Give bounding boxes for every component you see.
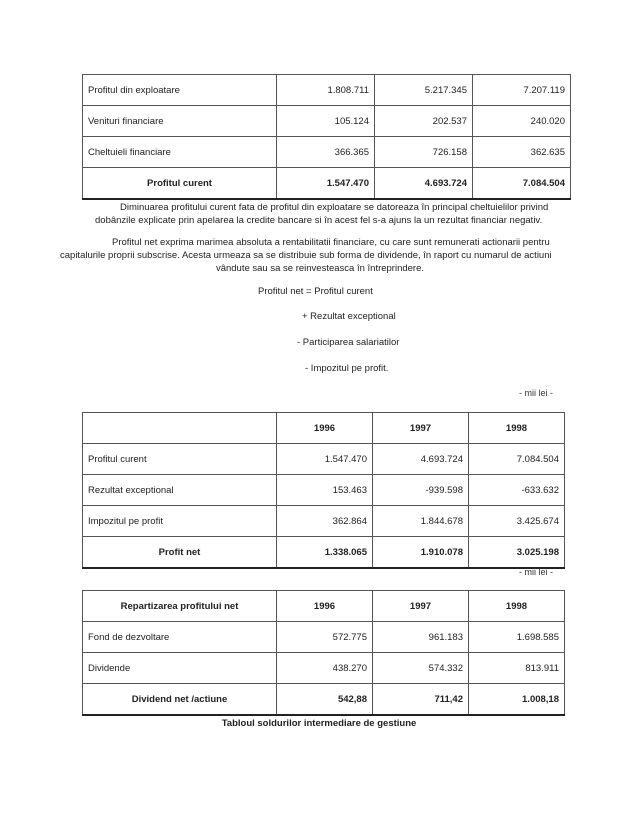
table-caption: Tabloul soldurilor intermediare de gestiune <box>221 718 417 729</box>
cell-1998: 1.698.585 <box>469 622 565 653</box>
cell-1997: 5.217.345 <box>375 75 473 106</box>
row-label: Profitul din exploatare <box>83 75 277 106</box>
year-header: 1997 <box>373 591 469 622</box>
year-header: 1996 <box>277 413 373 444</box>
paragraph-profit-net <box>60 236 580 275</box>
year-header: 1996 <box>277 591 373 622</box>
total-1996: 1.338.065 <box>277 537 373 569</box>
cell-1997: -939.598 <box>373 475 469 506</box>
row-label: Dividende <box>83 653 277 684</box>
cell-1997: 1.844.678 <box>373 506 469 537</box>
table-row <box>83 75 571 106</box>
cell-1996: 105.124 <box>277 106 375 137</box>
total-1997: 4.693.724 <box>375 168 473 200</box>
table-row <box>83 106 571 137</box>
cell-1997: 4.693.724 <box>373 444 469 475</box>
paragraph-line: Profitul net exprima marimea absoluta a rentabilitatii financiare, cu care sunt remunerati actionarii pentru <box>112 237 550 248</box>
table-row <box>83 444 565 475</box>
profit-curent-table <box>82 74 571 200</box>
cell-1996: 153.463 <box>277 475 373 506</box>
cell-1996: 366.365 <box>277 137 375 168</box>
cell-1997: 961.183 <box>373 622 469 653</box>
paragraph-line: capitalurile proprii subscrise. Acesta urmeaza sa se distribuie sub forma de dividende, în raport cu numarul de actiuni <box>60 250 552 261</box>
row-label: Rezultat exceptional <box>83 475 277 506</box>
year-header: 1998 <box>469 413 565 444</box>
header-label: Repartizarea profitului net <box>83 591 277 622</box>
formula-line: - Impozitul pe profit. <box>305 363 389 374</box>
unit-label: - mii lei - <box>519 567 553 577</box>
cell-1998: 7.084.504 <box>469 444 565 475</box>
table-row <box>83 475 565 506</box>
formula-line: - Participarea salariatilor <box>297 337 400 348</box>
cell-1998: 7.207.119 <box>473 75 571 106</box>
cell-1998: -633.632 <box>469 475 565 506</box>
cell-1996: 572.775 <box>277 622 373 653</box>
table-row <box>83 622 565 653</box>
repartizare-table <box>82 590 565 716</box>
row-label: Venituri financiare <box>83 106 277 137</box>
paragraph-line: vândute sau sa se reinvesteasca în întreprindere. <box>215 263 425 274</box>
total-1998: 3.025.198 <box>469 537 565 569</box>
cell-1998: 813.911 <box>469 653 565 684</box>
total-1997: 1.910.078 <box>373 537 469 569</box>
cell-1997: 202.537 <box>375 106 473 137</box>
year-header: 1998 <box>469 591 565 622</box>
cell-1996: 438.270 <box>277 653 373 684</box>
year-header: 1997 <box>373 413 469 444</box>
total-1997: 711,42 <box>373 684 469 716</box>
total-row <box>83 684 565 716</box>
total-1998: 7.084.504 <box>473 168 571 200</box>
paragraph-line: Diminuarea profitului curent fata de profitul din exploatare se datoreaza în principal cheltuielilor privind <box>120 202 549 213</box>
cell-1996: 1.808.711 <box>277 75 375 106</box>
total-label: Profit net <box>83 537 277 569</box>
row-label: Impozitul pe profit <box>83 506 277 537</box>
table-row <box>83 137 571 168</box>
total-label: Profitul curent <box>83 168 277 200</box>
formula-line: + Rezultat exceptional <box>302 311 396 322</box>
row-label: Profitul curent <box>83 444 277 475</box>
unit-label: - mii lei - <box>519 388 553 398</box>
profit-net-table <box>82 412 565 569</box>
table-row <box>83 506 565 537</box>
table-row <box>83 653 565 684</box>
formula-line: Profitul net = Profitul curent <box>258 286 373 297</box>
cell-1997: 726.158 <box>375 137 473 168</box>
total-1996: 542,88 <box>277 684 373 716</box>
total-row <box>83 537 565 569</box>
cell-1997: 574.332 <box>373 653 469 684</box>
paragraph-diminuare <box>75 201 575 227</box>
total-1998: 1.008,18 <box>469 684 565 716</box>
cell-1998: 3.425.674 <box>469 506 565 537</box>
row-label: Fond de dezvoltare <box>83 622 277 653</box>
row-label: Cheltuieli financiare <box>83 137 277 168</box>
total-label: Dividend net /actiune <box>83 684 277 716</box>
cell-1998: 362.635 <box>473 137 571 168</box>
cell-1996: 1.547.470 <box>277 444 373 475</box>
cell-1996: 362.864 <box>277 506 373 537</box>
total-row <box>83 168 571 200</box>
header-empty-cell <box>83 413 277 444</box>
header-row <box>83 413 565 444</box>
paragraph-line: dobânzile explicate prin apelarea la credite bancare si în acest fel s-a ajuns la un rezultat financiar negativ. <box>95 215 543 226</box>
total-1996: 1.547.470 <box>277 168 375 200</box>
cell-1998: 240.020 <box>473 106 571 137</box>
header-row <box>83 591 565 622</box>
